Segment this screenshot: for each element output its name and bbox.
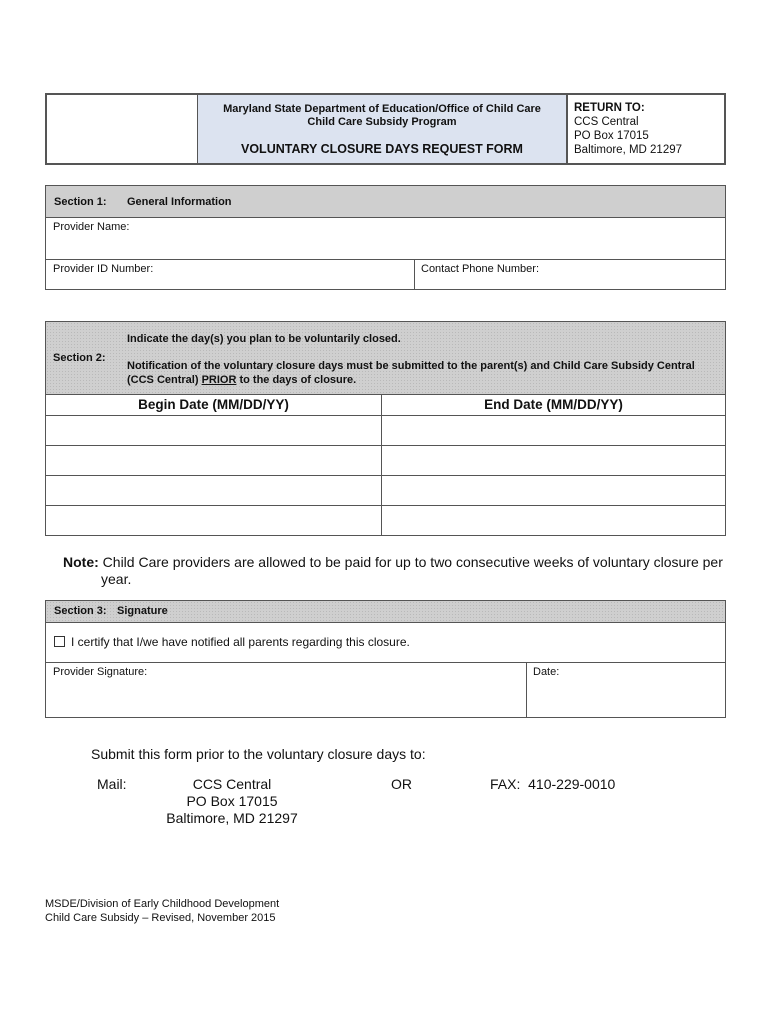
- footer: [45, 897, 279, 925]
- end-date-input[interactable]: [382, 446, 725, 474]
- section2-notification: [127, 359, 722, 387]
- form-header: [45, 93, 726, 165]
- end-date-input[interactable]: [382, 506, 725, 534]
- section2-header: [45, 321, 726, 395]
- note: [63, 554, 741, 588]
- return-line: PO Box 17015: [574, 130, 649, 142]
- end-date-input[interactable]: [382, 416, 725, 444]
- provider-id-field[interactable]: [46, 260, 414, 288]
- fax-label: FAX:: [490, 776, 521, 792]
- notification-text-end: to the days of closure.: [236, 374, 357, 386]
- section3-title: Signature: [117, 605, 168, 617]
- begin-date-input[interactable]: [46, 506, 381, 534]
- provider-signature-field[interactable]: [46, 663, 526, 716]
- date-label: Date:: [533, 666, 560, 678]
- return-line: Baltimore, MD 21297: [574, 144, 683, 156]
- section2-instruction: Indicate the day(s) you plan to be voluntarily closed.: [127, 333, 401, 345]
- return-line: CCS Central: [574, 116, 639, 128]
- logo-area: [47, 95, 198, 163]
- date-row: [45, 476, 726, 506]
- section3-header: [45, 600, 726, 623]
- provider-id-label: Provider ID Number:: [53, 263, 154, 275]
- section1-header: [45, 185, 726, 218]
- note-label: Note:: [63, 554, 99, 570]
- footer-line: Child Care Subsidy – Revised, November 2015: [45, 912, 276, 924]
- signature-row: [45, 663, 726, 718]
- certify-checkbox[interactable]: [54, 636, 65, 647]
- or-text: OR: [391, 776, 412, 792]
- end-date-header: End Date (MM/DD/YY): [484, 397, 623, 412]
- section1-title: General Information: [127, 196, 232, 208]
- begin-date-input[interactable]: [46, 446, 381, 474]
- certify-text: I certify that I/we have notified all parents regarding this closure.: [71, 635, 410, 649]
- return-to-block: [568, 95, 724, 163]
- notification-text: Notification of the voluntary closure days must be submitted to the parent(s) and Child Care Subsidy Central (CCS Central): [127, 360, 695, 386]
- section1-label: Section 1:: [54, 196, 107, 208]
- begin-date-input[interactable]: [46, 416, 381, 444]
- mail-address: [152, 776, 312, 827]
- address-line: CCS Central: [192, 776, 272, 792]
- contact-phone-field[interactable]: [415, 260, 725, 288]
- fax-info: [490, 776, 615, 792]
- provider-name-label: Provider Name:: [53, 221, 130, 233]
- footer-line: MSDE/Division of Early Childhood Development: [45, 898, 280, 910]
- certify-row: [45, 623, 726, 663]
- date-field[interactable]: [527, 663, 725, 716]
- mail-label: Mail:: [97, 776, 127, 792]
- header-title-block: [198, 95, 568, 163]
- address-line: Baltimore, MD 21297: [166, 810, 298, 826]
- form-title: VOLUNTARY CLOSURE DAYS REQUEST FORM: [241, 142, 523, 156]
- dates-header-row: [45, 395, 726, 416]
- address-line: PO Box 17015: [186, 793, 278, 809]
- agency-name: Maryland State Department of Education/Office of Child Care: [223, 103, 541, 115]
- end-date-input[interactable]: [382, 476, 725, 504]
- notification-emphasis: PRIOR: [201, 374, 237, 386]
- program-name: Child Care Subsidy Program: [307, 116, 457, 128]
- section3-label: Section 3:: [54, 605, 107, 617]
- begin-date-input[interactable]: [46, 476, 381, 504]
- section2-label: Section 2:: [53, 352, 106, 364]
- date-row: [45, 416, 726, 446]
- contact-phone-label: Contact Phone Number:: [421, 263, 540, 275]
- provider-name-field[interactable]: [45, 218, 726, 260]
- note-text: Child Care providers are allowed to be paid for up to two consecutive weeks of voluntary closure per year.: [101, 554, 723, 587]
- date-row: [45, 446, 726, 476]
- submit-intro: Submit this form prior to the voluntary closure days to:: [91, 746, 426, 762]
- provider-id-row: [45, 260, 726, 290]
- date-row: [45, 506, 726, 536]
- certify-statement: [54, 635, 410, 649]
- return-to-label: RETURN TO:: [574, 102, 645, 114]
- provider-signature-label: Provider Signature:: [53, 666, 148, 678]
- fax-number: 410-229-0010: [528, 776, 616, 792]
- begin-date-header: Begin Date (MM/DD/YY): [138, 397, 289, 412]
